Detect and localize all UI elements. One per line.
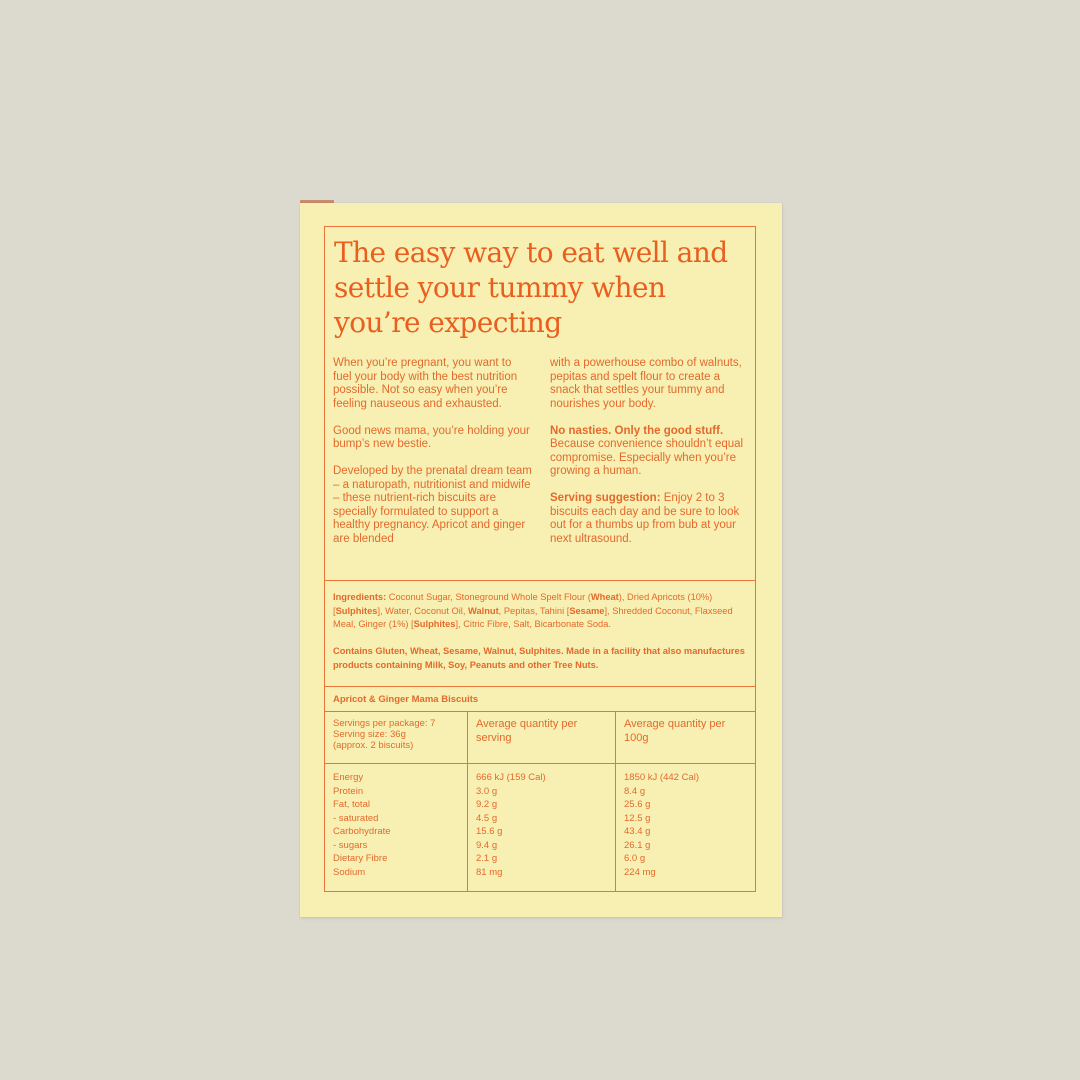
ingredient-text: Coconut Sugar, Stoneground Whole Spelt Flour ( [386,592,591,602]
per-100g-value: 26.1 g [624,839,651,851]
nutrient-name: Dietary Fibre [333,853,388,864]
ingredient-text: ), Dried Apricots (10%) [ [333,592,713,616]
table-header-line [325,763,755,764]
nutrient-name: Protein [333,785,364,797]
headline: The easy way to eat well and settle your tummy when you’re expecting [334,236,728,339]
per-serving-value: 666 kJ (159 Cal) [476,772,546,783]
per-100g-value: 43.4 g [624,826,651,837]
ingredient-text: , Pepitas, Tahini [ [498,605,570,616]
per-serving-value: 4.5 g [476,812,498,824]
per-serving-value: 9.2 g [476,799,498,810]
nutrient-name: Carbohydrate [333,826,391,837]
per-100g-value: 8.4 g [624,785,646,797]
allergen-statement: Contains Gluten, Wheat, Sesame, Walnut, Sulphites. Made in a facility that also manufactures products containing Milk, Soy, Peanuts and other Tree Nuts. [333,646,745,670]
table-column-line [615,712,616,891]
table-column-line [467,712,468,891]
description-paragraph: Developed by the prenatal dream team – a naturopath, nutritionist and midwife – these nutrient-rich biscuits are specially formulated to support a healthy pregnancy. Apricot and ginger are blended [333,465,532,545]
nutrient-per-100g-values [624,771,744,879]
per-100g-value: 12.5 g [624,812,651,824]
header-per-100g: Average quantity per 100g [624,718,726,744]
nutrient-names [333,771,463,879]
per-100g-value: 6.0 g [624,853,646,864]
serving-info [333,718,463,751]
serving-suggestion-paragraph [550,492,745,546]
serving-size: Serving size: 36g [333,729,406,740]
nutrient-name: - saturated [333,812,379,824]
ingredients-list [333,591,751,632]
no-nasties-body: Because convenience shouldn’t equal compromise. Especially when you’re growing a human. [550,438,744,477]
description-right-column [550,357,745,560]
biscuit-box-back [300,203,782,917]
per-serving-value: 9.4 g [476,839,498,851]
nutrient-name: - sugars [333,839,368,851]
description-paragraph: When you’re pregnant, you want to fuel your body with the best nutrition possible. Not so easy when you’re feeling nauseous and exhausted. [333,357,518,410]
ingredients-label: Ingredients: [333,592,387,602]
per-serving-value: 3.0 g [476,785,498,797]
per-100g-value: 224 mg [624,866,656,878]
per-serving-value: 81 mg [476,866,503,878]
nutrient-name: Energy [333,772,364,783]
header-per-serving: Average quantity per serving [476,718,578,744]
nutrition-table [325,712,755,891]
section-divider [325,580,755,581]
description-left-column [333,357,533,560]
ingredients-text [333,592,733,629]
per-100g-value: 1850 kJ (442 Cal) [624,772,699,783]
no-nasties-paragraph [550,425,745,479]
ingredient-text: ], Citric Fibre, Salt, Bicarbonate Soda. [455,619,611,630]
per-serving-value: 15.6 g [476,826,503,837]
description-paragraph: Good news mama, you’re holding your bump’s new bestie. [333,424,530,450]
description-paragraph: with a powerhouse combo of walnuts, pepitas and spelt flour to create a snack that settles your tummy and nourishes your body. [550,357,742,410]
allergen-ingredient: Walnut [468,605,499,616]
allergen-ingredient: Sulphites [335,605,378,616]
serving-suggestion-heading: Serving suggestion: [550,492,661,504]
per-serving-value: 2.1 g [476,853,498,864]
servings-per-package: Servings per package: 7 [333,718,436,729]
per-100g-value: 25.6 g [624,799,651,810]
nutrient-name: Sodium [333,866,366,878]
serving-suggestion-body: Enjoy 2 to 3 biscuits each day and be sure to look out for a thumbs up from bub at your next ultrasound. [550,492,740,545]
nutrient-name: Fat, total [333,799,370,810]
section-divider [325,686,755,687]
ingredient-text: ], Water, Coconut Oil, [377,605,469,616]
no-nasties-heading: No nasties. Only the good stuff. [550,424,724,437]
nutrient-per-serving-values [476,771,606,879]
serving-note: (approx. 2 biscuits) [333,740,414,751]
allergen-ingredient: Wheat [590,592,619,602]
ingredient-text: ], Shredded Coconut, Flaxseed Meal, Ginger (1%) [ [333,605,733,630]
nutrition-title: Apricot & Ginger Mama Biscuits [333,694,479,705]
allergen-ingredient: Sulphites [413,619,456,630]
info-panel [324,226,756,892]
allergen-ingredient: Sesame [569,605,605,616]
